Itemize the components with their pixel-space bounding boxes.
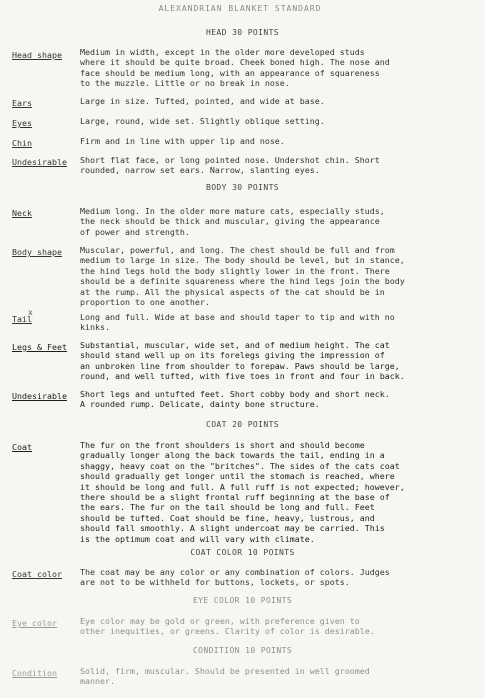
label-undesirable-body: Undesirable xyxy=(12,391,67,401)
section-heading-coat: COAT 20 POINTS xyxy=(205,420,280,429)
label-eye-color: Eye color xyxy=(12,618,57,628)
document-title: ALEXANDRIAN BLANKET STANDARD xyxy=(158,4,322,13)
text-body-shape: Muscular, powerful, and long. The chest should be full and from medium to large in size. The body should be level, but in stance, the hind legs hold the body slightly lower in the front. There should be a definite squareness where the hind legs join the body at the rump. All the physical aspects of the cat should be in proportion to one another. xyxy=(80,245,405,308)
label-legs-feet: Legs & Feet xyxy=(12,342,67,352)
margin-mark: x xyxy=(28,308,33,317)
label-head-shape: Head shape xyxy=(12,50,62,60)
label-undesirable-head: Undesirable xyxy=(12,157,67,167)
text-neck: Medium long. In the older more mature cats, especially studs, the neck should be thick and muscular, giving the appearance of power and strength. xyxy=(80,206,385,237)
text-undesirable-body: Short legs and untufted feet. Short cobby body and short neck. A rounded rump. Delicate, dainty bone structure. xyxy=(80,389,390,410)
text-head-shape: Medium in width, except in the older more developed studs where it should be quite broad. Cheek boned high. The nose and face should be medium long, with an appearance of squareness to the muzzle. Little or no break in nose. xyxy=(80,47,390,89)
text-undesirable-head: Short flat face, or long pointed nose. Undershot chin. Short rounded, narrow set ears. Narrow, slanting eyes. xyxy=(80,155,380,176)
label-eyes: Eyes xyxy=(12,118,32,128)
text-coat: The fur on the front shoulders is short and should become gradually longer along the back towards the tail, ending in a shaggy, heavy coat on the "britches". The sides of the cats coat should gradually get longer until the stomach is reached, where it should be long and full. A full ruff is not expected; however, there should be a slight frontal ruff beginning at the base of the ears. The fur on the tail should be long and full. Feet should be tufted. Coat should be fine, heavy, lustrous, and should fall smoothly. A slight undercoat may be carried. This is the optimum coat and will vary with climate. xyxy=(80,440,405,544)
text-chin: Firm and in line with upper lip and nose. xyxy=(80,136,285,146)
label-neck: Neck xyxy=(12,208,32,218)
label-chin: Chin xyxy=(12,138,32,148)
label-body-shape: Body shape xyxy=(12,247,62,257)
section-heading-condition: CONDITION 10 POINTS xyxy=(192,646,293,655)
text-eyes: Large, round, wide set. Slightly oblique setting. xyxy=(80,116,325,126)
section-heading-coat-color: COAT COLOR 10 POINTS xyxy=(190,548,295,557)
text-legs-feet: Substantial, muscular, wide set, and of medium height. The cat should stand well up on its forelegs giving the impression of an unbroken line from shoulder to forepaw. Paws should be large, round, and well tufted, with five toes in front and four in back. xyxy=(80,340,405,382)
label-coat: Coat xyxy=(12,442,32,452)
section-heading-head: HEAD 30 POINTS xyxy=(205,28,280,37)
label-ears: Ears xyxy=(12,98,32,108)
label-condition: Condition xyxy=(12,668,57,678)
label-coat-color: Coat color xyxy=(12,569,62,579)
text-tail: Long and full. Wide at base and should taper to tip and with no kinks. xyxy=(80,312,395,333)
section-heading-body: BODY 30 POINTS xyxy=(205,183,280,192)
text-condition: Solid, firm, muscular. Should be presented in well groomed manner. xyxy=(80,666,370,687)
text-coat-color: The coat may be any color or any combination of colors. Judges are not to be withheld for buttons, lockets, or spots. xyxy=(80,567,390,588)
section-heading-eye-color: EYE COLOR 10 POINTS xyxy=(192,596,293,605)
text-ears: Large in size. Tufted, pointed, and wide at base. xyxy=(80,96,325,106)
text-eye-color: Eye color may be gold or green, with preference given to other inequities, or greens. Clarity of color is desirable. xyxy=(80,616,375,637)
label-tail: Tail xyxy=(12,314,32,324)
